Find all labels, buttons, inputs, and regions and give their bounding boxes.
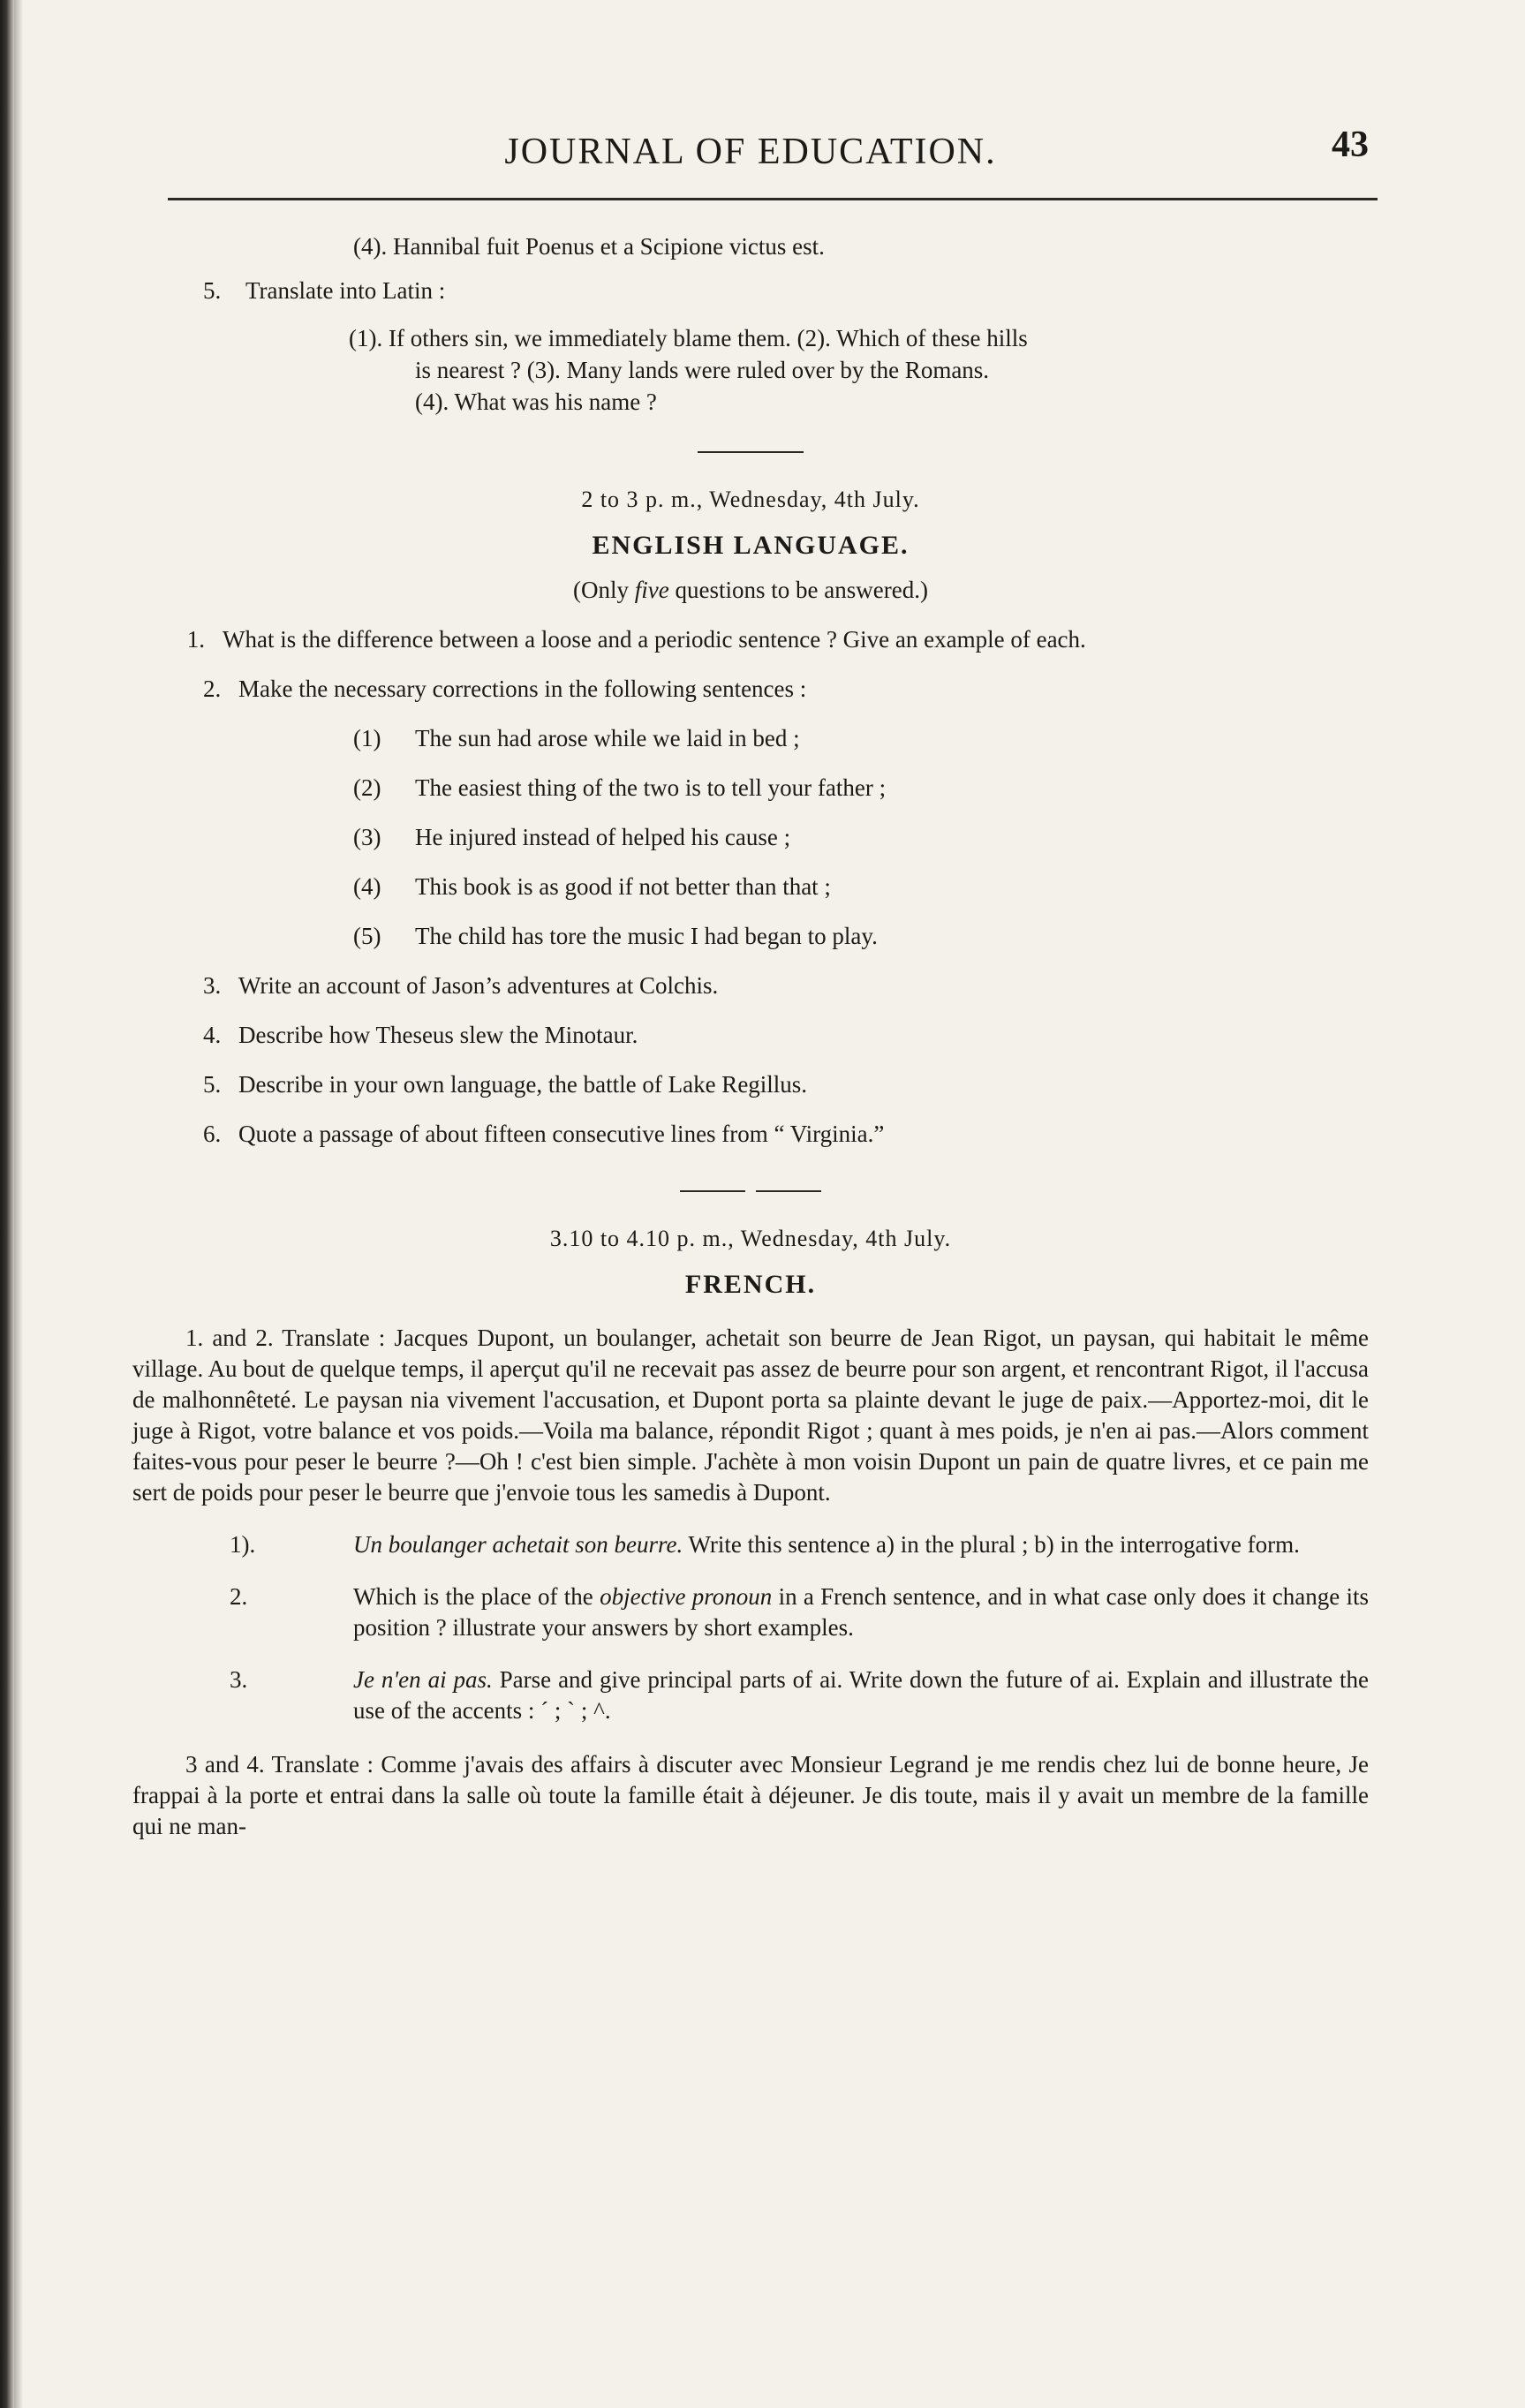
question-number: 3. — [203, 972, 222, 999]
subquestion-text: in a French sentence, and in what case only does it change its position ? illustrate your answers by short examples. — [353, 1583, 1369, 1641]
latin-item-4: (4). Hannibal fuit Poenus et a Scipione victus est. — [353, 233, 825, 260]
subject-heading: ENGLISH LANGUAGE. — [592, 531, 910, 560]
question-number: 4. — [203, 1022, 222, 1048]
latin-q5-line-2: is nearest ? (3). Many lands were ruled over by the Romans. — [415, 357, 990, 383]
page-binding-edge — [0, 0, 14, 2408]
question-number: 5. — [203, 277, 222, 304]
correction-item — [353, 871, 1369, 902]
subquestion-emphasis: Un boulanger achetait son beurre. — [353, 1531, 683, 1558]
french-subquestion-1 — [230, 1529, 1369, 1560]
french-subquestion-2 — [230, 1581, 1369, 1643]
item-number: (4) — [353, 873, 381, 900]
item-text: The sun had arose while we laid in bed ; — [415, 725, 800, 751]
instruction — [132, 577, 1369, 604]
question-text: Describe how Theseus slew the Minotaur. — [238, 1022, 638, 1048]
english-question-1 — [132, 623, 1369, 655]
subquestion-number: 1). — [230, 1531, 256, 1558]
page-content — [132, 124, 1369, 1842]
question-number: 6. — [203, 1121, 222, 1147]
latin-question-5 — [203, 275, 1369, 306]
french-passage-1: 1. and 2. Translate : Jacques Dupont, un boulanger, achetait son beurre de Jean Rigot, un paysan, qui habitait le même village. Au bout de quelque temps, il aperçut qu'il ne recevait pas assez de beurre pour son argent, et rencontrant Rigot, il l'accusa de malhonnêteté. Le paysan nia vivement l'accusation, et Dupont porta sa plainte devant le juge de paix.—Apportez-moi, dit le juge à Rigot, votre balance et vos poids.—Voila ma balance, répondit Rigot ; quant à mes poids, je n'en ai pas.—Alors comment faites-vous pour peser le beurre ?—Oh ! c'est bien simple. J'achète à mon voisin Dupont un pain de quatre livres, et ce pain me sert de poids pour peser le beurre que j'envoie tous les samedis à Dupont. — [132, 1325, 1369, 1506]
question-text: Quote a passage of about fifteen consecutive lines from “ Virginia.” — [238, 1121, 885, 1147]
instruction-emphasis: five — [634, 577, 669, 603]
english-language-section — [132, 487, 1369, 1150]
latin-q5-line-1: (1). If others sin, we immediately blame them. (2). Which of these hills — [349, 325, 1028, 351]
item-text: He injured instead of helped his cause ; — [415, 824, 791, 850]
question-text: Describe in your own language, the battle of Lake Regillus. — [238, 1071, 808, 1098]
french-subquestion-3 — [230, 1664, 1369, 1726]
correction-item — [353, 920, 1369, 952]
subquestion-text-start: Which is the place of the — [353, 1583, 600, 1610]
item-number: (3) — [353, 824, 381, 850]
running-head — [132, 124, 1369, 185]
english-question-5 — [203, 1068, 1369, 1100]
english-question-2 — [203, 673, 1369, 705]
question-number: 2. — [203, 676, 222, 702]
item-text: The easiest thing of the two is to tell your father ; — [415, 774, 887, 801]
subquestion-number: 2. — [230, 1583, 248, 1610]
question-number: 5. — [203, 1071, 222, 1098]
french-passage-2: 3 and 4. Translate : Comme j'avais des affairs à discuter avec Monsieur Legrand je me rendis chez lui de bonne heure, Je frappai à la porte et entrai dans la salle où toute la famille était à déjeuner. Je dis toute, mais il y avait un membre de la famille qui ne man- — [132, 1751, 1369, 1839]
item-number: (5) — [353, 923, 381, 949]
correction-item — [353, 821, 1369, 853]
page-binding-shadow — [14, 0, 23, 2408]
latin-q5-line-3: (4). What was his name ? — [415, 389, 657, 415]
subquestion-number: 3. — [230, 1666, 248, 1693]
english-question-4 — [203, 1019, 1369, 1051]
subquestion-text: Write this sentence a) in the plural ; b) in the interrogative form. — [683, 1531, 1300, 1558]
question-text: Make the necessary corrections in the following sentences : — [238, 676, 807, 702]
item-number: (2) — [353, 774, 381, 801]
header-rule — [168, 198, 1378, 200]
instruction-text-end: questions to be answered.) — [668, 577, 928, 603]
instruction-text: (Only — [573, 577, 635, 603]
english-question-6 — [203, 1118, 1369, 1150]
english-question-3 — [203, 970, 1369, 1001]
section-divider-double — [680, 1190, 821, 1192]
page-number: 43 — [1332, 125, 1369, 165]
section-divider — [698, 451, 804, 453]
correction-item — [353, 722, 1369, 754]
subquestion-emphasis: objective pronoun — [600, 1583, 773, 1610]
question-text: What is the difference between a loose and a periodic sentence ? Give an example of each. — [223, 626, 1086, 653]
item-text: The child has tore the music I had began to play. — [415, 923, 878, 949]
french-section — [132, 1226, 1369, 1842]
latin-tail — [132, 230, 1369, 418]
session-time: 3.10 to 4.10 p. m., Wednesday, 4th July. — [549, 1226, 952, 1251]
item-number: (1) — [353, 725, 381, 751]
subquestion-text: Parse and give principal parts of ai. Write down the future of ai. Explain and illustrate the use of the accents : ´ ; ` ; ^. — [353, 1666, 1369, 1724]
correction-item — [353, 772, 1369, 804]
subquestion-emphasis: Je n'en ai pas. — [353, 1666, 493, 1693]
item-text: This book is as good if not better than that ; — [415, 873, 831, 900]
question-number: 1. — [186, 626, 205, 653]
question-text: Translate into Latin : — [245, 277, 446, 304]
subject-heading: FRENCH. — [684, 1270, 817, 1299]
journal-title: JOURNAL OF EDUCATION. — [504, 132, 997, 172]
question-text: Write an account of Jason’s adventures at Colchis. — [238, 972, 719, 999]
session-time: 2 to 3 p. m., Wednesday, 4th July. — [581, 487, 920, 512]
